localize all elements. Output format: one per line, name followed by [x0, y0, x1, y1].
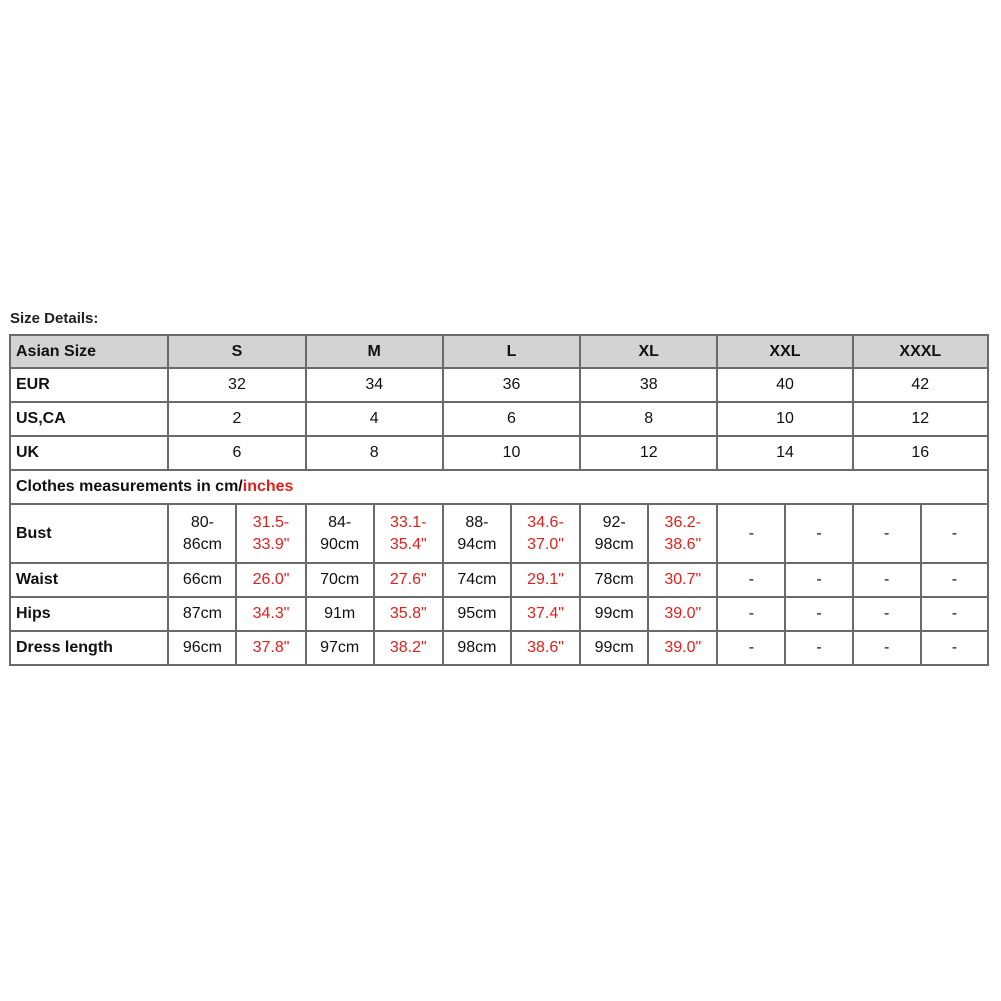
table-cell: 36	[443, 368, 580, 402]
table-cell-inches: 37.8"	[236, 631, 305, 665]
table-cell-cm: 98cm	[443, 631, 511, 665]
table-cell-inches: 35.8"	[374, 597, 443, 631]
page-title: Size Details:	[10, 310, 99, 327]
header-row	[10, 335, 988, 368]
table-cell-inches: 26.0"	[236, 563, 305, 597]
table-cell: 40	[717, 368, 852, 402]
table-cell-empty: -	[853, 504, 921, 563]
table-cell-empty: -	[785, 504, 852, 563]
table-cell-inches: 39.0"	[648, 597, 717, 631]
table-cell-cm	[443, 504, 511, 563]
table-cell-cm: 96cm	[168, 631, 236, 665]
section-heading	[10, 470, 988, 504]
size-header-xxl: XXL	[717, 335, 852, 368]
header-label: Asian Size	[10, 335, 168, 368]
cell-line: 33.9"	[252, 535, 290, 553]
table-cell-inches	[374, 504, 443, 563]
size-chart-table	[9, 334, 989, 666]
table-cell-inches: 29.1"	[511, 563, 580, 597]
cell-line: 33.1-	[390, 513, 427, 531]
table-row-uk	[10, 436, 988, 470]
cell-line: 38.6"	[664, 535, 702, 553]
table-cell: 8	[306, 436, 443, 470]
table-cell-empty: -	[853, 563, 921, 597]
table-cell-inches: 27.6"	[374, 563, 443, 597]
table-cell-cm: 78cm	[580, 563, 648, 597]
table-cell: 10	[443, 436, 580, 470]
cell-line: 34.6-	[527, 513, 564, 531]
row-label: US,CA	[10, 402, 168, 436]
table-cell-empty: -	[785, 563, 852, 597]
table-row-bust	[10, 504, 988, 563]
row-label: Bust	[10, 504, 168, 563]
cell-line: 94cm	[457, 535, 497, 553]
table-cell-inches: 38.6"	[511, 631, 580, 665]
table-cell-inches: 39.0"	[648, 631, 717, 665]
table-cell-inches	[236, 504, 305, 563]
table-cell: 4	[306, 402, 443, 436]
table-cell-inches: 30.7"	[648, 563, 717, 597]
table-cell: 14	[717, 436, 852, 470]
row-label: EUR	[10, 368, 168, 402]
table-cell: 16	[853, 436, 988, 470]
table-cell-cm: 99cm	[580, 597, 648, 631]
table-row-waist	[10, 563, 988, 597]
table-cell-empty: -	[717, 504, 785, 563]
size-header-xxxl: XXXL	[853, 335, 988, 368]
table-cell-empty: -	[921, 563, 988, 597]
cell-line: 37.0"	[527, 535, 564, 553]
table-cell-empty: -	[785, 597, 852, 631]
table-cell-empty: -	[921, 504, 988, 563]
table-cell-cm: 70cm	[306, 563, 374, 597]
table-cell-inches: 38.2"	[374, 631, 443, 665]
table-cell-empty: -	[785, 631, 852, 665]
row-label: Dress length	[10, 631, 168, 665]
size-header-m: M	[306, 335, 443, 368]
row-label: UK	[10, 436, 168, 470]
table-cell-cm: 97cm	[306, 631, 374, 665]
cell-line: 31.5-	[252, 513, 290, 531]
row-label: Hips	[10, 597, 168, 631]
cell-line: 98cm	[594, 535, 634, 553]
table-row-us-ca	[10, 402, 988, 436]
cell-line: 35.4"	[389, 535, 427, 553]
cell-line: 36.2-	[664, 513, 702, 531]
table-cell-inches: 37.4"	[511, 597, 580, 631]
table-cell-cm	[580, 504, 648, 563]
table-cell-inches	[511, 504, 580, 563]
table-cell: 12	[580, 436, 717, 470]
table-cell: 6	[168, 436, 305, 470]
table-cell-empty: -	[717, 631, 785, 665]
table-row-dress-length	[10, 631, 988, 665]
table-cell-empty: -	[921, 631, 988, 665]
table-cell-cm: 87cm	[168, 597, 236, 631]
table-cell-empty: -	[717, 597, 785, 631]
table-cell-empty: -	[717, 563, 785, 597]
table-cell: 10	[717, 402, 852, 436]
cell-line: 86cm	[182, 535, 222, 553]
table-cell: 32	[168, 368, 305, 402]
table-cell-inches	[648, 504, 717, 563]
size-header-l: L	[443, 335, 580, 368]
cell-line: 92-	[602, 513, 626, 531]
table-cell-cm	[168, 504, 236, 563]
table-cell-cm	[306, 504, 374, 563]
table-cell: 34	[306, 368, 443, 402]
table-cell-empty: -	[853, 597, 921, 631]
table-cell-empty: -	[853, 631, 921, 665]
cell-line: 90cm	[320, 535, 360, 553]
size-header-s: S	[168, 335, 305, 368]
table-cell: 12	[853, 402, 988, 436]
table-cell-cm: 95cm	[443, 597, 511, 631]
section-row	[10, 470, 988, 504]
table-row-hips	[10, 597, 988, 631]
table-cell-cm: 91m	[306, 597, 374, 631]
table-cell-inches: 34.3"	[236, 597, 305, 631]
table-row-eur	[10, 368, 988, 402]
section-heading-text: Clothes measurements in cm/	[16, 478, 243, 495]
table-cell: 8	[580, 402, 717, 436]
cell-line: 88-	[465, 513, 489, 531]
table-cell: 6	[443, 402, 580, 436]
table-cell-empty: -	[921, 597, 988, 631]
table-cell-cm: 66cm	[168, 563, 236, 597]
table-cell: 38	[580, 368, 717, 402]
table-cell: 42	[853, 368, 988, 402]
cell-line: 84-	[328, 513, 352, 531]
table-cell-cm: 74cm	[443, 563, 511, 597]
section-heading-highlight: inches	[242, 478, 294, 495]
table-cell-cm: 99cm	[580, 631, 648, 665]
table-cell: 2	[168, 402, 305, 436]
row-label: Waist	[10, 563, 168, 597]
size-header-xl: XL	[580, 335, 717, 368]
cell-line: 80-	[190, 513, 214, 531]
